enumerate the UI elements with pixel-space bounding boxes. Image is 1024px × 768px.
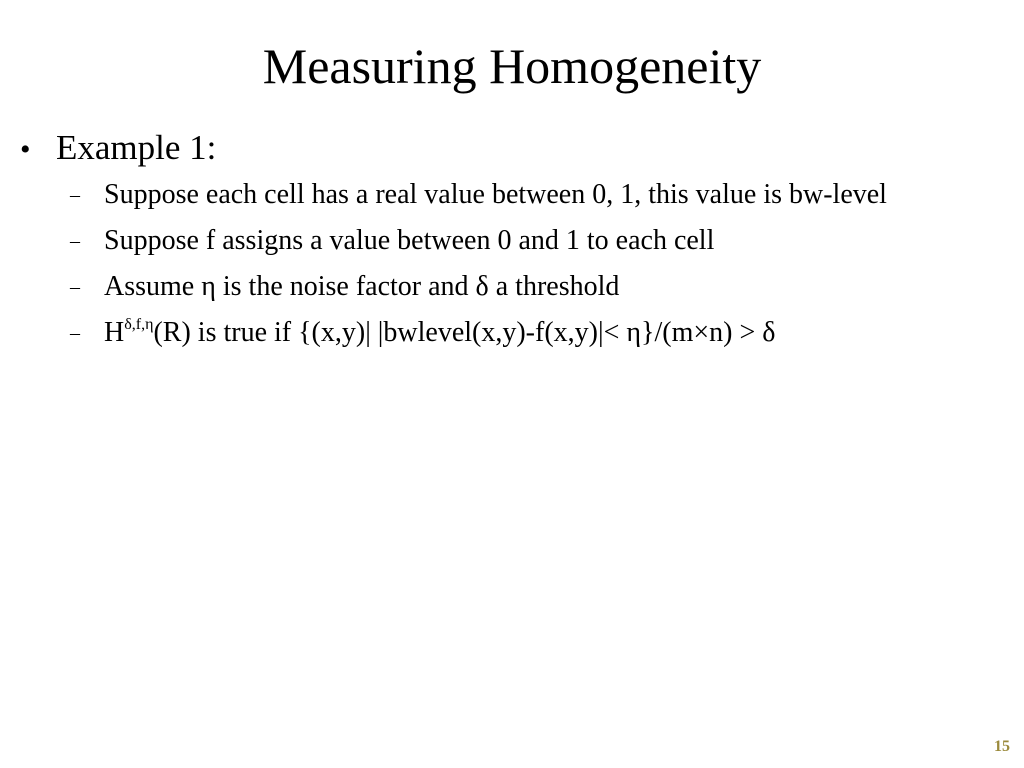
bullet-marker: •: [20, 133, 31, 166]
sub-bullet-item: [70, 270, 970, 304]
dash-marker: –: [70, 184, 80, 206]
sub-bullet-item-formula: [70, 316, 970, 350]
slide-title: Measuring Homogeneity: [262, 38, 762, 94]
sub-bullet-list: [70, 178, 970, 362]
formula-text: [104, 316, 970, 350]
formula-superscript: δ,f,η: [124, 316, 154, 333]
dash-marker: –: [70, 230, 80, 252]
bullet-text: Example 1:: [56, 128, 217, 167]
sub-bullet-text: Suppose each cell has a real value between 0, 1, this value is bw-level: [104, 179, 887, 210]
formula-base: H: [104, 317, 125, 348]
dash-marker: –: [70, 276, 80, 298]
formula-rest: (R) is true if {(x,y)| |bwlevel(x,y)-f(x,y)|< η}/(m×n) > δ: [153, 317, 776, 348]
sub-bullet-text: Suppose f assigns a value between 0 and 1 to each cell: [104, 225, 715, 256]
sub-bullet-text: Assume η is the noise factor and δ a threshold: [104, 271, 620, 302]
sub-bullet-item: [70, 224, 970, 258]
bullet-example: [20, 126, 216, 172]
sub-bullet-item: [70, 178, 970, 212]
page-number: 15: [994, 738, 1010, 755]
dash-marker: –: [70, 322, 80, 344]
